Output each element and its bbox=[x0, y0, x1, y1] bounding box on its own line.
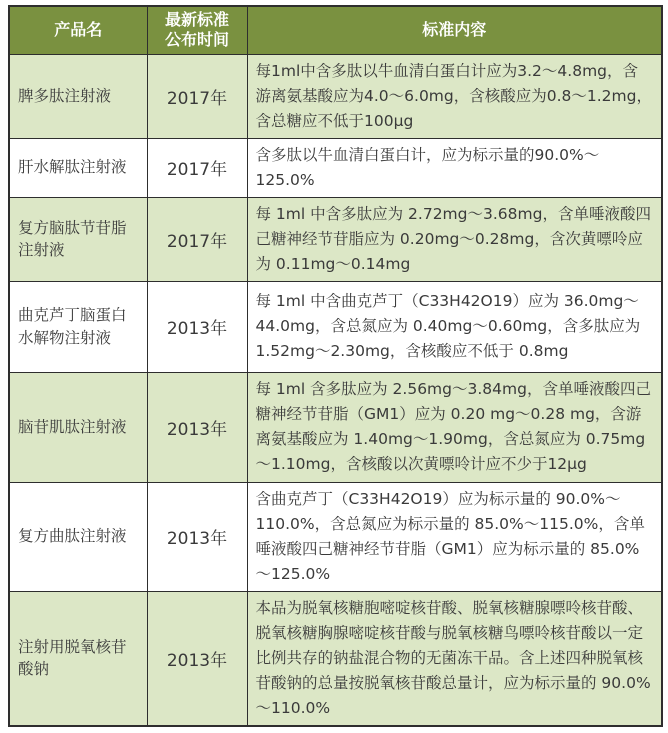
standard-content: 每 1ml 含多肽应为 2.56mg～3.84mg，含单唾液酸四己糖神经节苷脂（GM1）应为 0.20 mg～0.28 mg，含游离氨基酸应为 1.40mg～1.90mg，含总氮应为 0.75mg～1.10mg，含核酸以次黄嘌呤计应不少于12μg bbox=[255, 380, 651, 473]
year-cell bbox=[147, 591, 247, 726]
table-row bbox=[9, 54, 662, 138]
product-name: 肝水解肽注射液 bbox=[18, 158, 127, 177]
content-cell bbox=[247, 372, 662, 482]
content-cell bbox=[247, 482, 662, 591]
table-row bbox=[9, 482, 662, 591]
header-date-line2: 公布时间 bbox=[164, 30, 229, 50]
standard-year: 2017年 bbox=[166, 88, 228, 109]
header-product-name bbox=[9, 6, 147, 54]
product-name: 脾多肽注射液 bbox=[18, 86, 112, 105]
year-cell bbox=[147, 197, 247, 281]
table-header-row bbox=[9, 6, 662, 54]
year-cell bbox=[147, 138, 247, 197]
product-cell bbox=[9, 591, 147, 726]
standard-year: 2013年 bbox=[166, 650, 228, 671]
table-row bbox=[9, 197, 662, 281]
standard-content: 每 1ml 中含曲克芦丁（C33H42O19）应为 36.0mg～44.0mg，含总氮应为 0.40mg～0.60mg，含多肽应为 1.52mg～2.30mg，含核酸应不低于 0.8mg bbox=[255, 292, 641, 360]
standard-year: 2013年 bbox=[166, 319, 228, 339]
content-cell bbox=[247, 138, 662, 197]
header-content-label: 标准内容 bbox=[422, 20, 487, 40]
table-row bbox=[9, 372, 662, 482]
year-cell bbox=[147, 482, 247, 591]
content-cell bbox=[247, 591, 662, 726]
standard-content: 含曲克芦丁（C33H42O19）应为标示量的 90.0%～110.0%，含总氮应为标示量的 85.0%～115.0%，含单唾液酸四己糖神经节苷脂（GM1）应为标示量的 85.0%～125.0% bbox=[255, 489, 645, 583]
standard-content: 本品为脱氧核糖胞嘧啶核苷酸、脱氧核糖腺嘌呤核苷酸、脱氧核糖胸腺嘧啶核苷酸与脱氧核糖鸟嘌呤核苷酸以一定比例共存的钠盐混合物的无菌冻干品。含上述四种脱氧核苷酸钠的总量按脱氧核苷酸总量计，应为标示量的 90.0%～110.0% bbox=[255, 598, 651, 717]
year-cell bbox=[147, 54, 247, 138]
table-row bbox=[9, 281, 662, 372]
year-cell bbox=[147, 281, 247, 372]
header-product-label: 产品名 bbox=[54, 20, 103, 40]
product-name: 注射用脱氧核苷酸钠 bbox=[18, 637, 127, 678]
standard-content: 含多肽以牛血清白蛋白计，应为标示量的90.0%～125.0% bbox=[255, 145, 600, 189]
table-row bbox=[9, 138, 662, 197]
table-row bbox=[9, 591, 662, 726]
product-cell bbox=[9, 372, 147, 482]
standards-table bbox=[8, 5, 663, 727]
standard-content: 每1ml中含多肽以牛血清白蛋白计应为3.2～4.8mg，含游离氨基酸应为4.0～6.0mg，含核酸应为0.8～1.2mg，含总糖应不低于100μg bbox=[255, 61, 652, 130]
product-cell bbox=[9, 197, 147, 281]
content-cell bbox=[247, 281, 662, 372]
standard-year: 2013年 bbox=[166, 529, 228, 549]
standard-year: 2017年 bbox=[166, 160, 228, 180]
product-name: 复方曲肽注射液 bbox=[18, 527, 127, 546]
product-name: 脑苷肌肽注射液 bbox=[18, 417, 127, 436]
standard-year: 2013年 bbox=[166, 419, 228, 440]
standard-year: 2017年 bbox=[166, 231, 228, 252]
header-standard-content bbox=[247, 6, 662, 54]
product-cell bbox=[9, 138, 147, 197]
content-cell bbox=[247, 54, 662, 138]
header-standard-date bbox=[147, 6, 247, 54]
content-cell bbox=[247, 197, 662, 281]
product-name: 复方脑肽节苷脂注射液 bbox=[18, 218, 127, 259]
product-name: 曲克芦丁脑蛋白水解物注射液 bbox=[18, 306, 127, 347]
product-cell bbox=[9, 54, 147, 138]
standard-content: 每 1ml 中含多肽应为 2.72mg～3.68mg，含单唾液酸四己糖神经节苷脂应为 0.20mg～0.28mg，含次黄嘌呤应为 0.11mg～0.14mg bbox=[255, 204, 651, 273]
product-cell bbox=[9, 281, 147, 372]
year-cell bbox=[147, 372, 247, 482]
header-date-line1: 最新标准 bbox=[164, 10, 229, 30]
product-cell bbox=[9, 482, 147, 591]
